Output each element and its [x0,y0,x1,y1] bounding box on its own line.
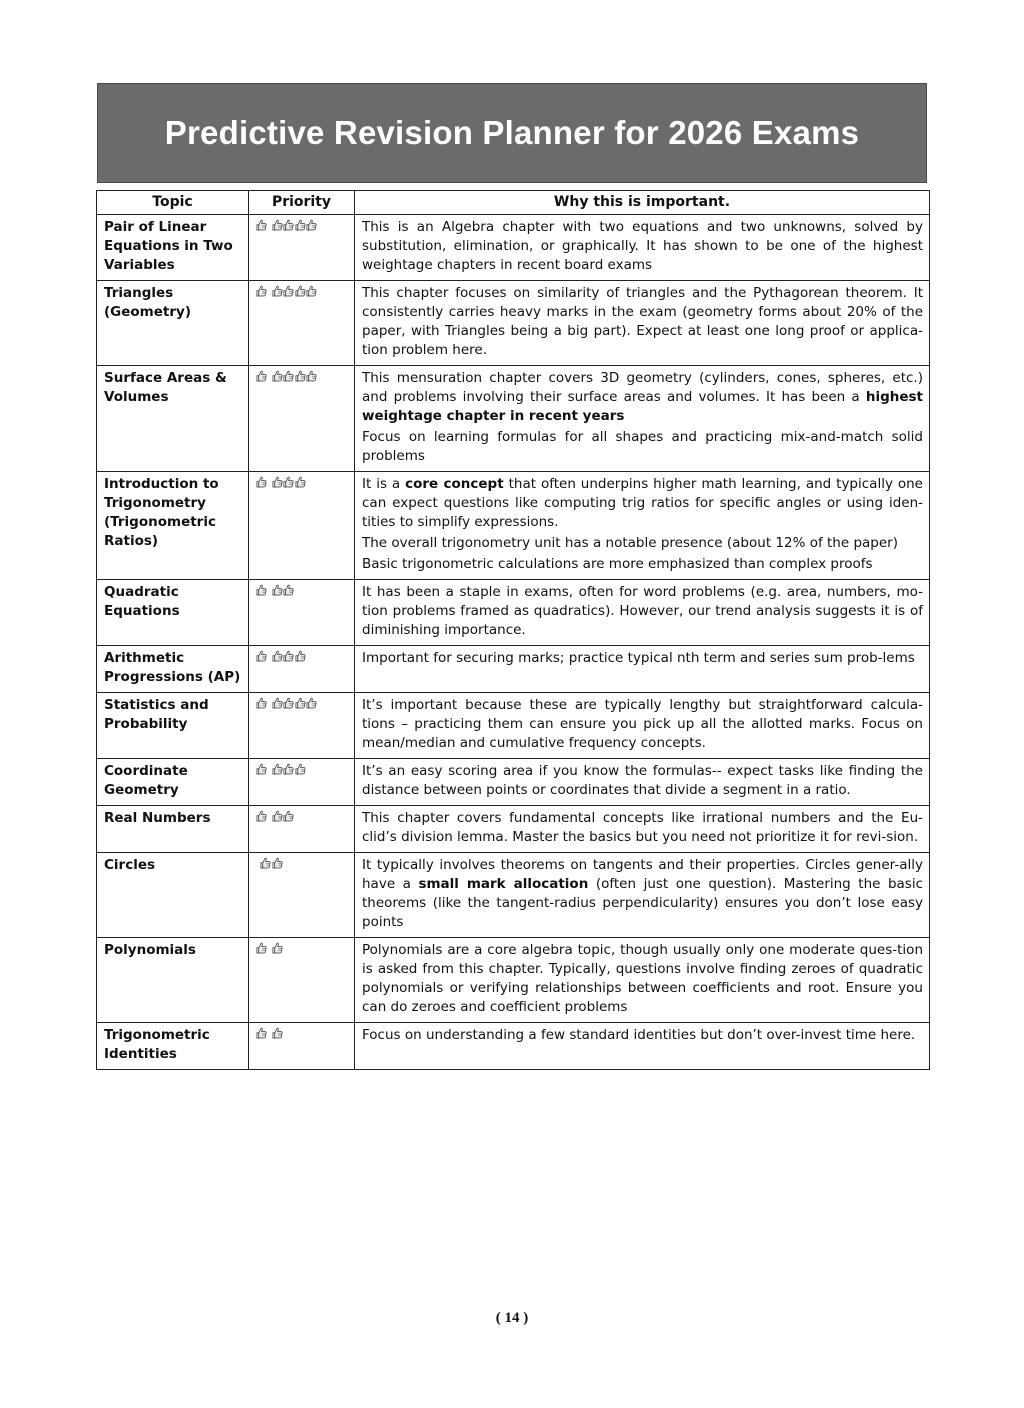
reason-text: that often underpins higher math learning, and typically one can expect questions like computing trig ratios for specific angles or using iden-tities to simplify expressions. [362,476,923,530]
topic-cell: Polynomials [97,938,249,1023]
priority-rating [256,650,306,662]
priority-cell [249,366,355,472]
reason-cell [355,759,930,806]
reason-text: This is an Algebra chapter with two equations and two unknowns, solved by substitution, elimination, or graphically. It has shown to be one of the highest weightage chapters in recent board exams [362,219,923,273]
thumbs-up-icon [295,650,306,662]
table-row [97,1023,930,1070]
table-row [97,693,930,759]
reason-paragraph [362,428,923,466]
reason-text: Focus on understanding a few standard identities but don’t over-invest time here. [362,1027,916,1043]
thumbs-up-icon [295,476,306,488]
thumbs-up-icon [256,370,267,382]
thumbs-up-icon [256,219,267,231]
reason-text: This chapter covers fundamental concepts like irrational numbers and the Eu-clid’s division lemma. Master the basics but you need not prioritize it for revi-sion. [362,810,923,845]
thumbs-up-icon [256,476,267,488]
reason-text: It’s important because these are typically lengthy but straightforward calcula-tions – practicing them can ensure you pick up all the allotted marks. Focus on mean/median and cumulative frequency concepts. [362,697,923,751]
thumbs-up-icon [256,810,267,822]
reason-text: It is a [362,476,406,492]
priority-rating [256,370,318,382]
reason-cell [355,853,930,938]
table-row [97,646,930,693]
thumbs-up-icon [306,697,317,709]
reason-cell [355,472,930,580]
reason-paragraph [362,555,923,574]
thumbs-up-icon [256,1027,267,1039]
thumbs-up-icon [295,697,306,709]
reason-paragraph [362,218,923,275]
reason-text: It’s an easy scoring area if you know the formulas-- expect tasks like finding the distance between points or coordinates that divide a segment in a ratio. [362,763,923,798]
reason-cell [355,1023,930,1070]
priority-cell [249,472,355,580]
priority-cell [249,759,355,806]
thumbs-up-icon [283,810,294,822]
topic-cell: Quadratic Equations [97,580,249,646]
table-row [97,806,930,853]
reason-text: Focus on learning formulas for all shapes and practicing mix-and-match solid problems [362,429,923,464]
thumbs-up-icon [272,763,283,775]
thumbs-up-icon [272,584,283,596]
topic-cell: Pair of Linear Equations in Two Variables [97,215,249,281]
thumbs-up-icon [295,763,306,775]
table-row [97,580,930,646]
reason-paragraph [362,534,923,553]
reason-cell [355,693,930,759]
thumbs-up-icon [256,285,267,297]
page-number: ( 14 ) [495,1310,529,1326]
priority-cell [249,646,355,693]
reason-paragraph [362,941,923,1017]
topic-cell: Surface Areas & Volumes [97,366,249,472]
reason-paragraph [362,856,923,932]
thumbs-up-icon [256,584,267,596]
reason-emphasis: core concept [405,476,504,492]
thumbs-up-icon [256,697,267,709]
reason-cell [355,366,930,472]
thumbs-up-icon [283,219,294,231]
thumbs-up-icon [283,370,294,382]
priority-rating [256,584,295,596]
reason-text: This mensuration chapter covers 3D geometry (cylinders, cones, spheres, etc.) and problems involving their surface areas and volumes. It has been a [362,370,923,405]
table-row [97,853,930,938]
topic-cell: Triangles (Geometry) [97,281,249,366]
thumbs-up-icon [272,1027,283,1039]
page-title: Predictive Revision Planner for 2026 Exams [164,114,860,151]
thumbs-up-icon [283,285,294,297]
priority-cell [249,806,355,853]
thumbs-up-icon [256,650,267,662]
thumbs-up-icon [295,370,306,382]
header-topic: Topic [97,191,249,215]
reason-paragraph [362,475,923,532]
thumbs-up-icon [306,219,317,231]
reason-cell [355,281,930,366]
topic-cell: Statistics and Probability [97,693,249,759]
priority-rating [256,697,318,709]
thumbs-up-icon [306,370,317,382]
topic-cell: Trigonometric Identities [97,1023,249,1070]
reason-paragraph [362,809,923,847]
priority-rating [256,942,283,954]
reason-paragraph [362,583,923,640]
topic-cell: Circles [97,853,249,938]
table-row [97,938,930,1023]
priority-cell [249,693,355,759]
reason-cell [355,215,930,281]
reason-text: This chapter focuses on similarity of triangles and the Pythagorean theorem. It consistently carries heavy marks in the exam (geometry forms about 20% of the paper, with Triangles being a big part). Expect at least one long proof or applica-tion problem here. [362,285,923,358]
header-priority: Priority [249,191,355,215]
thumbs-up-icon [272,697,283,709]
thumbs-up-icon [260,857,271,869]
priority-rating [256,219,318,231]
priority-rating [256,810,295,822]
thumbs-up-icon [306,285,317,297]
thumbs-up-icon [295,285,306,297]
thumbs-up-icon [283,650,294,662]
thumbs-up-icon [272,285,283,297]
priority-cell [249,215,355,281]
priority-rating [256,476,306,488]
priority-cell [249,281,355,366]
table-row [97,281,930,366]
priority-cell [249,853,355,938]
thumbs-up-icon [272,810,283,822]
reason-cell [355,646,930,693]
header-why: Why this is important. [355,191,930,215]
reason-paragraph [362,696,923,753]
reason-paragraph [362,1026,923,1045]
table-header-row [97,191,930,215]
priority-cell [249,1023,355,1070]
table-row [97,366,930,472]
thumbs-up-icon [295,219,306,231]
reason-paragraph [362,649,923,668]
reason-text: It has been a staple in exams, often for word problems (e.g. area, numbers, mo-tion problems framed as quadratics). However, our trend analysis suggests it is of diminishing importance. [362,584,923,638]
thumbs-up-icon [283,697,294,709]
reason-cell [355,806,930,853]
title-banner [97,83,927,183]
reason-paragraph [362,369,923,426]
reason-emphasis: small mark allocation [418,876,589,892]
thumbs-up-icon [272,370,283,382]
table-body [97,215,930,1070]
priority-cell [249,580,355,646]
priority-rating [260,857,283,869]
thumbs-up-icon [272,650,283,662]
revision-planner-table [96,190,930,1070]
topic-cell: Arithmetic Progressions (AP) [97,646,249,693]
thumbs-up-icon [283,476,294,488]
reason-paragraph [362,284,923,360]
table-row [97,472,930,580]
thumbs-up-icon [283,584,294,596]
table-row [97,215,930,281]
topic-cell: Real Numbers [97,806,249,853]
reason-paragraph [362,762,923,800]
reason-text: Basic trigonometric calculations are more emphasized than complex proofs [362,556,873,572]
reason-text: It typically involves theorems on tangents and their properties. Circles gener-ally have a [362,857,923,892]
reason-emphasis: highest weightage chapter in recent years [362,389,923,424]
thumbs-up-icon [256,763,267,775]
topic-cell: Coordinate Geometry [97,759,249,806]
reason-text: Important for securing marks; practice typical nth term and series sum prob-lems [362,650,915,666]
thumbs-up-icon [283,763,294,775]
topic-cell: Introduction to Trigonometry (Trigonometric Ratios) [97,472,249,580]
reason-cell [355,938,930,1023]
priority-rating [256,1027,283,1039]
reason-text: Polynomials are a core algebra topic, though usually only one moderate ques-tion is asked from this chapter. Typically, questions involve finding zeroes of quadratic polynomials or verifying relationships between coefficients and root. Ensure you can do zeroes and coefficient problems [362,942,923,1015]
priority-rating [256,763,306,775]
reason-text: The overall trigonometry unit has a notable presence (about 12% of the paper) [362,535,898,551]
thumbs-up-icon [272,942,283,954]
priority-rating [256,285,318,297]
thumbs-up-icon [272,219,283,231]
reason-cell [355,580,930,646]
table-row [97,759,930,806]
priority-cell [249,938,355,1023]
thumbs-up-icon [272,476,283,488]
thumbs-up-icon [272,857,283,869]
thumbs-up-icon [256,942,267,954]
reason-text: (often just one question). Mastering the basic theorems (like the tangent-radius perpendicularity) ensures you don’t lose easy points [362,876,924,930]
